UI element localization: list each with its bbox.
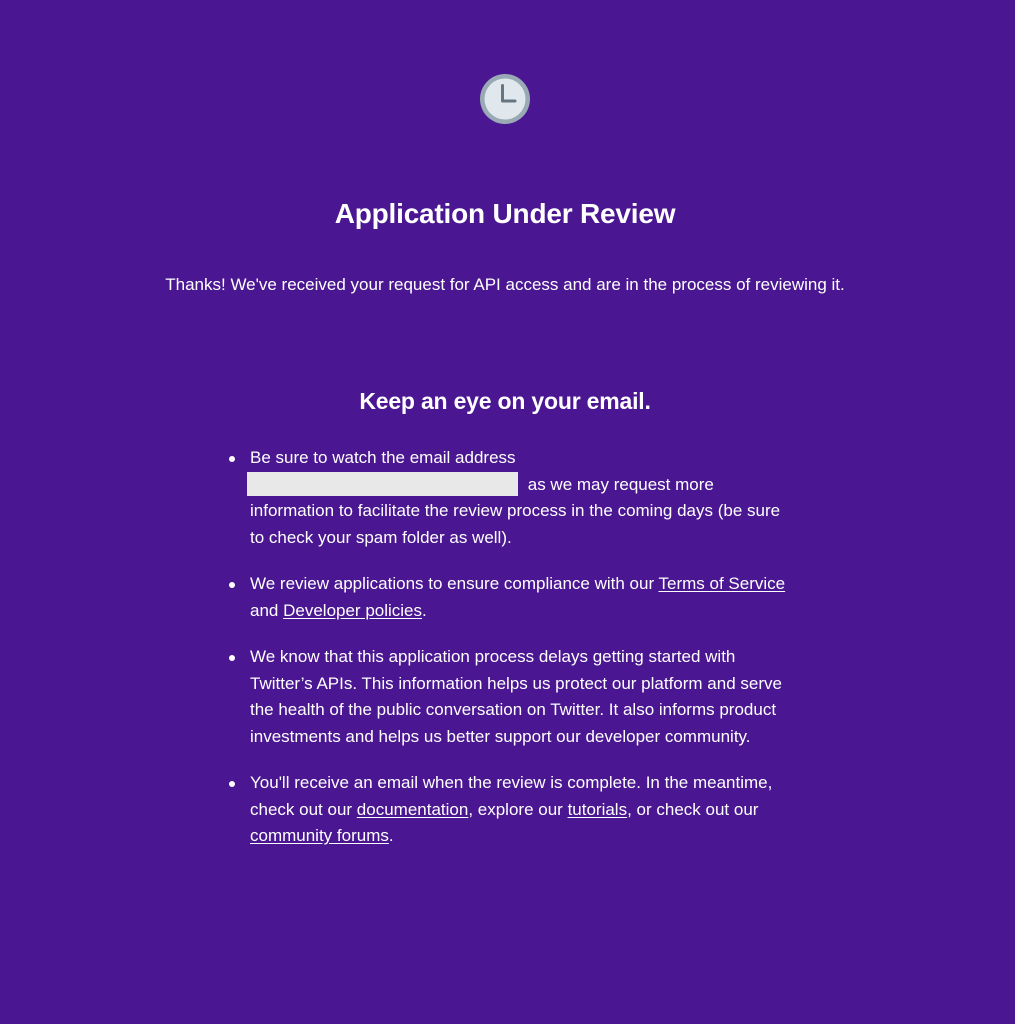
list-item-compliance	[250, 571, 798, 624]
bullet-icon	[229, 456, 235, 462]
community-forums-link[interactable]: community forums	[250, 826, 389, 845]
section-title: Keep an eye on your email.	[359, 388, 651, 414]
complete-text-middle: , explore our	[468, 799, 563, 819]
list-item-complete	[250, 770, 798, 850]
delay-text: We know that this application process delays getting started with Twitter’s APIs. This information helps us protect our platform and serve the health of the public conversation on Twitter. It also informs product investments and helps us better support our developer community.	[250, 647, 782, 746]
compliance-text-middle: and	[250, 600, 279, 620]
developer-policies-link[interactable]: Developer policies	[283, 600, 423, 620]
documentation-link[interactable]: documentation	[356, 799, 469, 819]
terms-of-service-link[interactable]: Terms of Service	[658, 574, 786, 593]
bullet-icon	[229, 582, 235, 588]
intro-text: Thanks! We've received your request for API access and are in the process of reviewing it.	[165, 275, 845, 294]
email-text-after: as we may request more information to facilitate the review process in the coming days (be sure to check your spam folder as well).	[250, 474, 781, 547]
email-text-before: Be sure to watch the email address	[250, 448, 516, 467]
tutorials-link[interactable]: tutorials	[567, 799, 628, 819]
bullet-icon	[229, 781, 235, 787]
info-list	[250, 445, 798, 870]
list-item-email	[250, 445, 798, 551]
bullet-icon	[229, 655, 235, 661]
page-title: Application Under Review	[334, 198, 676, 229]
compliance-text-before: We review applications to ensure compliance with our	[250, 574, 655, 593]
redacted-email	[247, 472, 518, 496]
clock-icon	[479, 73, 531, 125]
list-item-delay	[250, 644, 798, 750]
complete-text-after: .	[388, 826, 394, 845]
complete-text-before: You'll receive an email when the review is complete. In the meantime, check out our	[250, 773, 773, 819]
compliance-text-after: .	[422, 600, 427, 620]
complete-text-middle2: , or check out our	[627, 799, 759, 819]
